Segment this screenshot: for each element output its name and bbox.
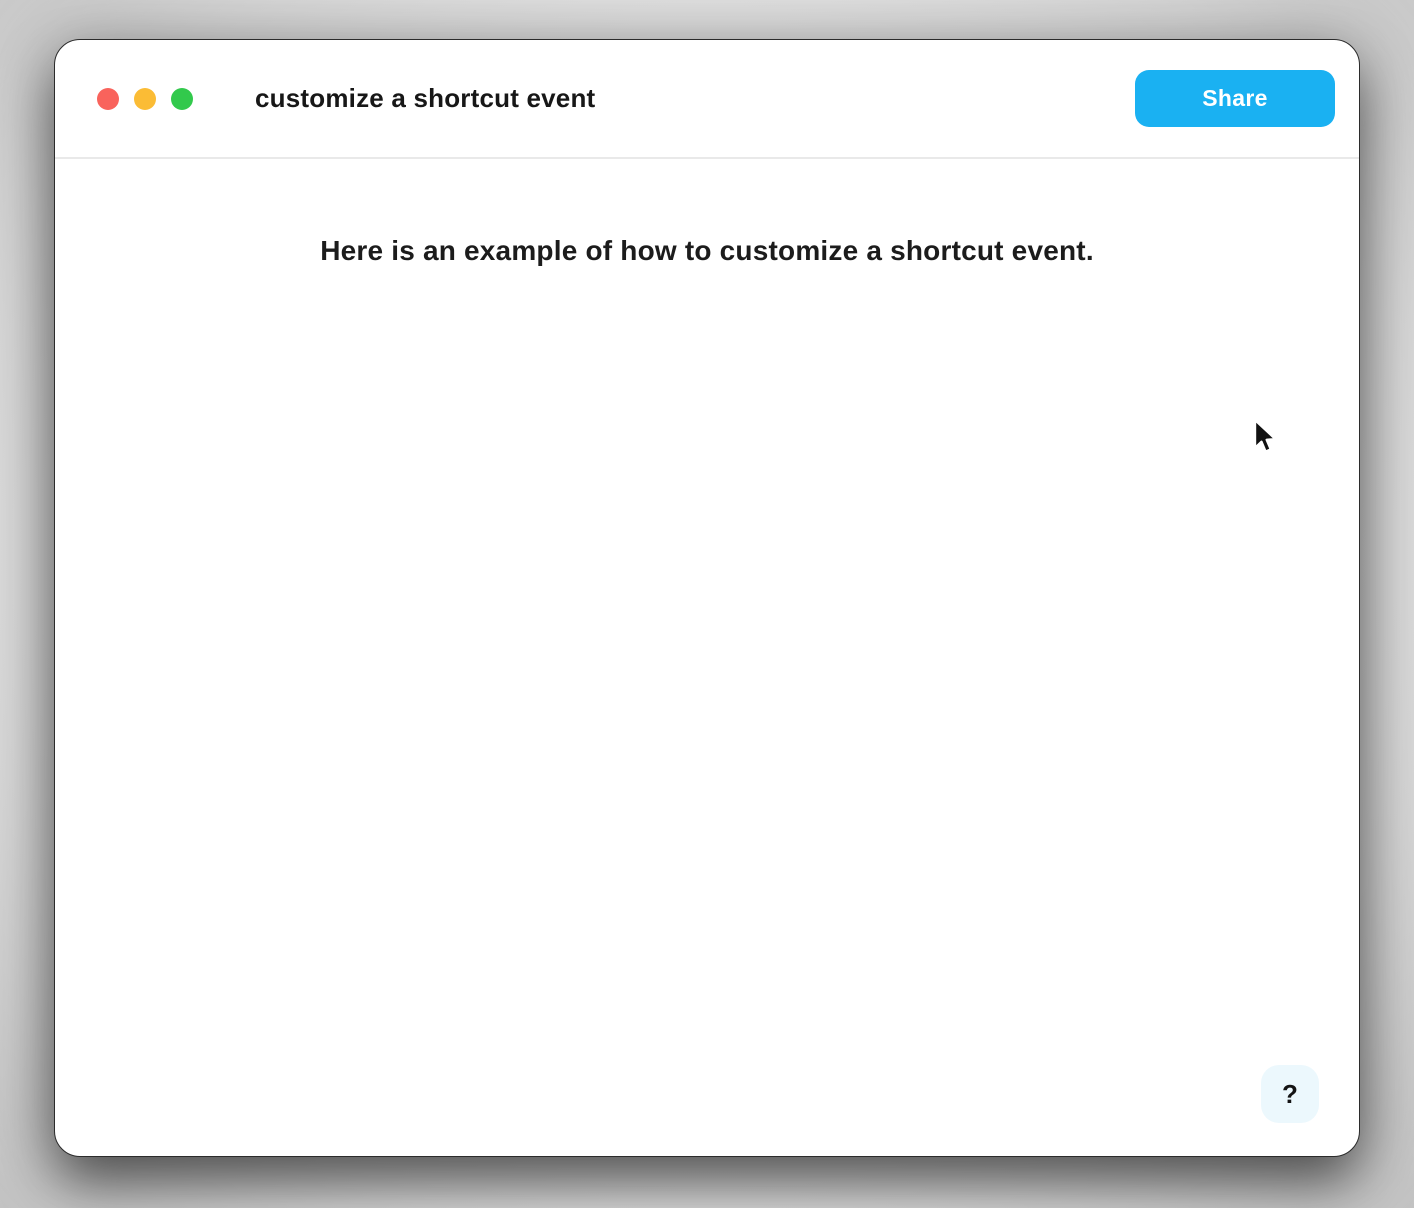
- minimize-window-button[interactable]: [134, 88, 156, 110]
- window-title: customize a shortcut event: [255, 83, 596, 113]
- example-message: Here is an example of how to customize a shortcut event.: [320, 235, 1094, 266]
- share-button[interactable]: Share: [1135, 70, 1335, 127]
- app-window: [54, 39, 1360, 1157]
- close-window-button[interactable]: [97, 88, 119, 110]
- help-button[interactable]: ?: [1261, 1065, 1319, 1123]
- maximize-window-button[interactable]: [171, 88, 193, 110]
- window-controls: [97, 88, 193, 110]
- title-bar: [55, 40, 1359, 159]
- main-content: [55, 159, 1359, 267]
